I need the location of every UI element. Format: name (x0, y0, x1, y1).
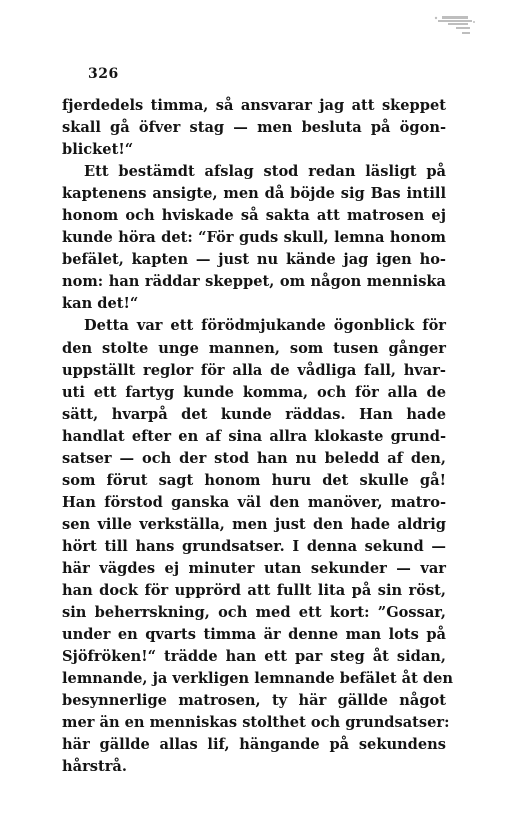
text-line: här vägdes ej minuter utan sekunder — var (62, 559, 446, 577)
body-text (62, 95, 454, 778)
text-line: sätt, hvarpå det kunde räddas. Han hade (62, 405, 446, 423)
text-line: kunde höra det: “För guds skull, lemna honom (62, 229, 446, 247)
text-line: sen ville verkställa, men just den hade aldrig (62, 515, 446, 533)
text-line: nom: han räddar skeppet, om någon menniska (62, 273, 446, 291)
text-line: mer än en menniskas stolthet och grundsatser: (62, 714, 450, 732)
text-line: den stolte unge mannen, som tusen gånger (62, 339, 446, 357)
text-line: Sjöfröken!“ trädde han ett par steg åt sidan, (62, 648, 446, 666)
text-line: fjerdedels timma, så ansvarar jag att skeppet (62, 97, 446, 114)
text-line: satser — och der stod han nu beledd af den, (62, 449, 446, 467)
text-line: Ett bestämdt afslag stod redan läsligt på (84, 163, 446, 181)
text-line: blicket!“ (62, 141, 134, 159)
text-line: hårstrå. (62, 758, 127, 776)
text-line: befälet, kapten — just nu kände jag igen ho- (62, 251, 446, 269)
page-number: 326 (88, 66, 119, 82)
text-line: under en qvarts timma är denne man lots på (62, 626, 446, 644)
text-line: uppställt reglor för alla de vådliga fall, hvar- (62, 361, 446, 379)
text-line: sin beherrskning, och med ett kort: ”Gossar, (62, 604, 446, 622)
text-line: lemnande, ja verkligen lemnande befälet åt den (62, 670, 454, 688)
text-line: här gällde allas lif, hängande på sekundens (62, 736, 446, 754)
text-line: som förut sagt honom huru det skulle gå! (62, 471, 446, 489)
text-line: skall gå öfver stag — men besluta på ögon- (62, 119, 446, 137)
text-line: kan det!“ (62, 295, 139, 313)
text-line: besynnerlige matrosen, ty här gällde något (62, 692, 446, 710)
library-stamp-mark (418, 12, 478, 40)
text-line: uti ett fartyg kunde komma, och för alla de (62, 383, 446, 401)
text-line: handlat efter en af sina allra klokaste grund- (62, 427, 446, 445)
text-line: hört till hans grundsatser. I denna sekund — (62, 537, 446, 555)
text-line: han dock för upprörd att fullt lita på sin röst, (62, 582, 446, 600)
text-line: Detta var ett förödmjukande ögonblick för (84, 317, 446, 335)
text-line: Han förstod ganska väl den manöver, matro- (62, 493, 446, 511)
text-line: kaptenens ansigte, men då böjde sig Bas intill (62, 185, 446, 203)
text-line: honom och hviskade så sakta att matrosen ej (62, 207, 446, 225)
